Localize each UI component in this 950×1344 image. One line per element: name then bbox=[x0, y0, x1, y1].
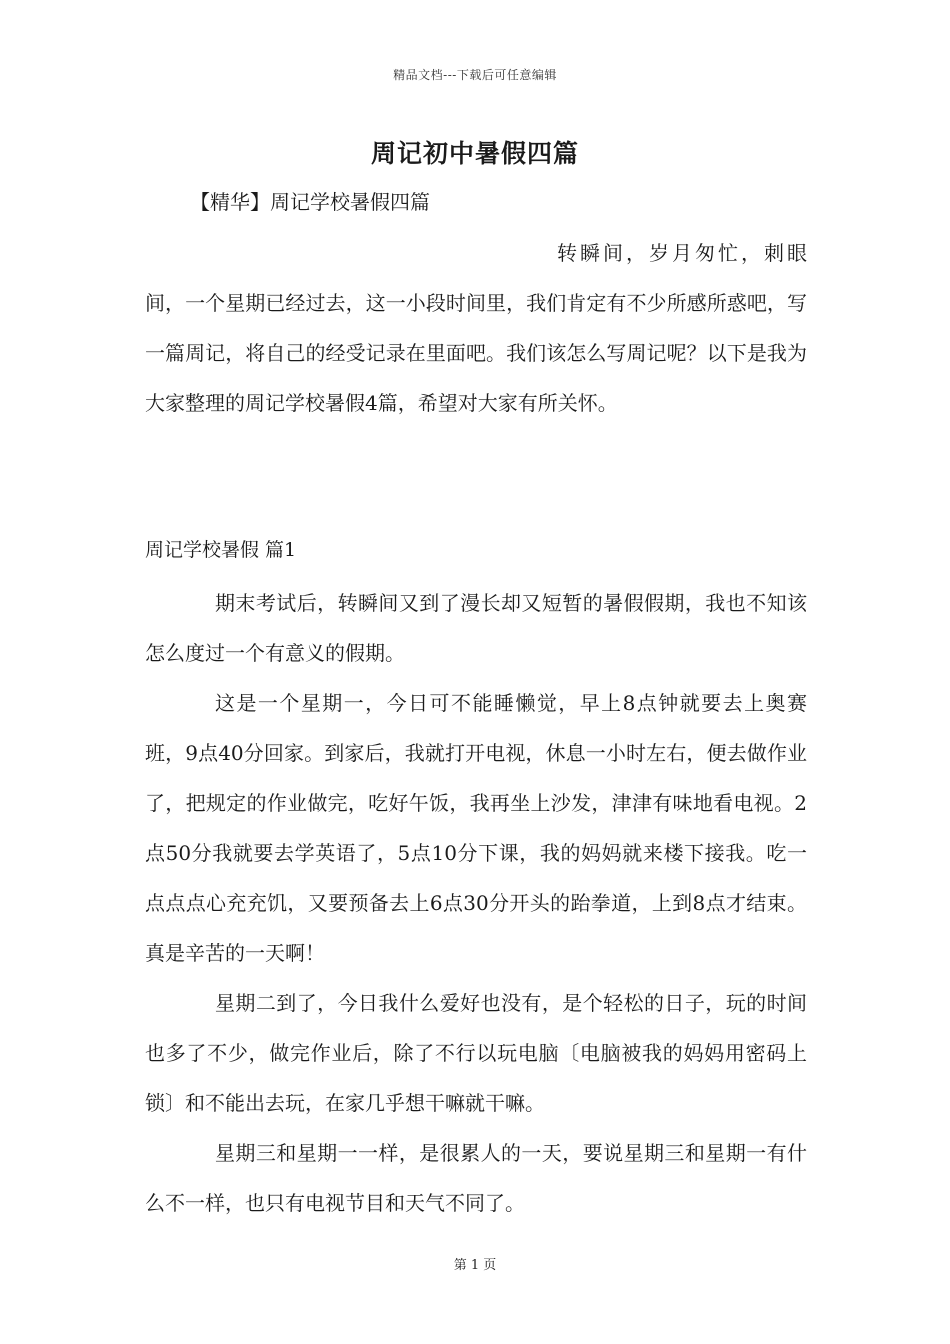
page-header: 精品文档---下载后可任意编辑 bbox=[393, 68, 557, 82]
document-subtitle: 【精华】周记学校暑假四篇 bbox=[190, 190, 430, 214]
body-paragraph: 这是一个星期一，今日可不能睡懒觉，早上8点钟就要去上奥赛班，9点40分回家。到家后，我就打开电视，休息一小时左右，便去做作业了，把规定的作业做完，吃好午饭，我再坐上沙发，津津有味地看电视。2点50分我就要去学英语了，5点10分下课，我的妈妈就来楼下接我。吃一点点点心充充饥，又要预备去上6点30分开头的跆拳道，上到8点才结束。真是辛苦的一天啊！ bbox=[145, 691, 807, 965]
intro-paragraph: 转瞬间，岁月匆忙，刺眼间，一个星期已经过去，这一小段时间里，我们肯定有不少所感所惑吧，写一篇周记，将自己的经受记录在里面吧。我们该怎么写周记呢？以下是我为大家整理的周记学校暑假4篇，希望对大家有所关怀。 bbox=[145, 241, 807, 415]
document-title: 周记初中暑假四篇 bbox=[370, 139, 579, 168]
section-content bbox=[145, 578, 807, 1228]
body-paragraph: 期末考试后，转瞬间又到了漫长却又短暂的暑假假期，我也不知该怎么度过一个有意义的假期。 bbox=[145, 591, 807, 665]
section-heading: 周记学校暑假 篇1 bbox=[145, 539, 297, 561]
body-paragraph: 星期二到了，今日我什么爱好也没有，是个轻松的日子，玩的时间也多了不少，做完作业后，除了不行以玩电脑〔电脑被我的妈妈用密码上锁〕和不能出去玩，在家几乎想干嘛就干嘛。 bbox=[145, 991, 807, 1115]
page-number: 第 1 页 bbox=[453, 1258, 497, 1273]
body-paragraph: 星期三和星期一一样，是很累人的一天，要说星期三和星期一有什么不一样，也只有电视节目和天气不同了。 bbox=[145, 1141, 807, 1215]
